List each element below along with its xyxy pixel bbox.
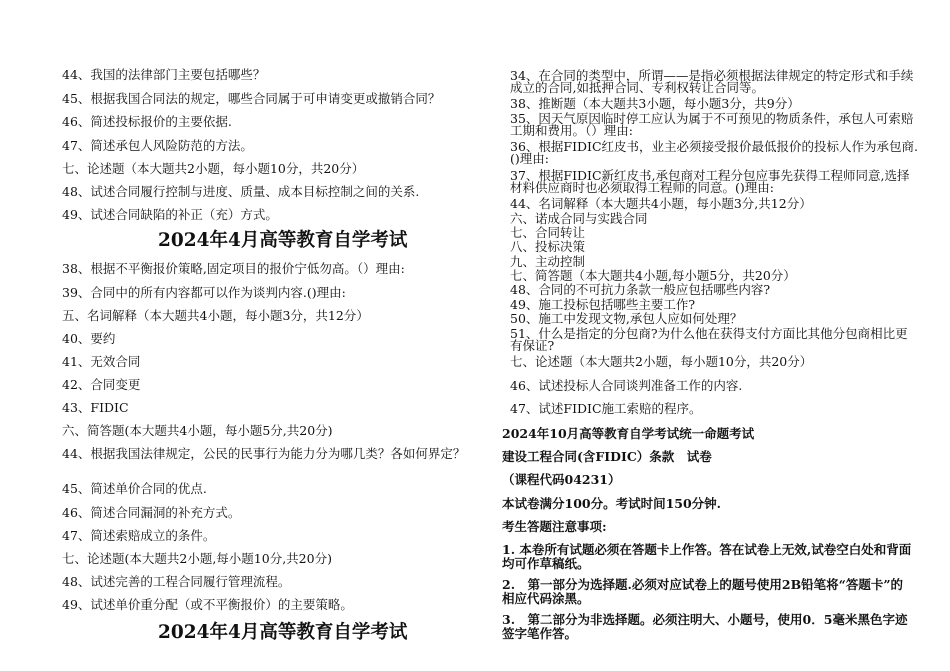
- question-line: 44、我国的法律部门主要包括哪些？: [62, 67, 266, 82]
- score-info: 本试卷满分100分。考试时间150分钟.: [502, 496, 722, 511]
- exam-title: 2024年4月高等教育自学考试: [158, 230, 408, 251]
- question-line: 34、在合同的类型中，所谓——是指必须根据法律规定的特定形式和手续成立的合同,如抵押合同、专利权转让合同等。: [510, 68, 914, 95]
- question-line: 48、合同的不可抗力条款一般应包括哪些内容?: [510, 282, 771, 297]
- section-heading: 七、论述题（本大题共2小题，每小题10分，共20分）: [62, 161, 365, 176]
- question-line: 47、简述承包人风险防范的方法。: [62, 138, 253, 153]
- section-heading: 六、简答题(本大题共4小题，每小题5分,共20分): [62, 423, 333, 438]
- question-line: 36、根据FIDIC红皮书，业主必须接受报价最低报价的投标人作为承包商.()理由:: [510, 139, 919, 166]
- question-line: 48、试述合同履行控制与进度、质量、成本目标控制之间的关系.: [62, 184, 420, 199]
- question-line: 49、试述合同缺陷的补正（充）方式。: [62, 207, 278, 222]
- question-line: 51、什么是指定的分包商?为什么他在获得支付方面比其他分包商相比更有保证?: [510, 326, 908, 353]
- question-line: 37、根据FIDIC新红皮书,承包商对工程分包应事先获得工程师同意,选择材料供应商时也必须取得工程师的同意。()理由:: [510, 168, 910, 195]
- question-line: 45、根据我国合同法的规定，哪些合同属于可申请变更或撤销合同？: [62, 91, 441, 106]
- section-heading: 七、论述题(本大题共2小题,每小题10分,共20分): [62, 551, 332, 566]
- question-line: 八、投标决策: [510, 239, 586, 254]
- notice-item-1: 1. 本卷所有试题必须在答题卡上作答。答在试卷上无效,试卷空白处和背面均可作草稿纸。: [502, 542, 912, 571]
- question-line: 46、简述合同漏洞的补充方式。: [62, 505, 241, 520]
- question-line: 45、简述单价合同的优点.: [62, 481, 207, 496]
- exam-title: 2024年4月高等教育自学考试: [158, 622, 408, 643]
- course-code: （课程代码04231）: [502, 472, 621, 487]
- question-line: 42、合同变更: [62, 377, 141, 392]
- subject-title: 建设工程合同(含FIDIC）条款 试卷: [502, 449, 712, 464]
- notice-heading: 考生答题注意事项:: [502, 519, 607, 534]
- exam-header: 2024年10月高等教育自学考试统一命题考试: [502, 426, 755, 441]
- question-line: 46、简述投标报价的主要依据.: [62, 114, 232, 129]
- section-heading: 44、名词解释（本大题共4小题，每小题3分,共12分）: [510, 196, 812, 211]
- question-line: 七、合同转让: [510, 225, 586, 240]
- question-line: 49、施工投标包括哪些主要工作?: [510, 297, 696, 312]
- section-heading: 七、论述题（本大题共2小题，每小题10分，共20分）: [510, 354, 813, 369]
- question-line: 九、主动控制: [510, 254, 586, 269]
- notice-item-2: 2. 第一部分为选择题.必须对应试卷上的题号使用2B铅笔将“答题卡”的相应代码涂黑。: [502, 577, 904, 606]
- question-line: 39、合同中的所有内容都可以作为谈判内容.()理由:: [62, 285, 346, 300]
- question-line: 46、试述投标人合同谈判准备工作的内容.: [510, 378, 743, 393]
- section-heading: 38、推断题（本大题共3小题，每小题3分，共9分）: [510, 96, 800, 111]
- question-line: 35、因天气原因临时停工应认为属于不可预见的物质条件，承包人可索赔工期和费用。（）理由:: [510, 111, 914, 138]
- question-line: 50、施工中发现文物,承包人应如何处理？: [510, 311, 743, 326]
- question-line: 48、试述完善的工程合同履行管理流程。: [62, 574, 291, 589]
- question-line: 40、要约: [62, 331, 116, 346]
- notice-item-3: 3. 第二部分为非选择题。必须注明大、小题号，使用0．5毫米黑色字迹签字笔作答。: [502, 612, 908, 641]
- section-heading: 七、简答题（本大题共4小题,每小题5分，共20分）: [510, 268, 796, 283]
- question-line: 47、简述索赔成立的条件。: [62, 528, 216, 543]
- section-heading: 五、名词解释（本大题共4小题，每小题3分，共12分）: [62, 308, 369, 323]
- question-line: 41、无效合同: [62, 354, 141, 369]
- question-line: 49、试述单价重分配（或不平衡报价）的主要策略。: [62, 597, 353, 612]
- question-line: 38、根据不平衡报价策略,固定项目的报价宁低勿高。（）理由:: [62, 261, 405, 276]
- question-line: 六、诺成合同与实践合同: [510, 211, 648, 226]
- question-line: 44、根据我国法律规定，公民的民事行为能力分为哪几类？各如何界定？: [62, 446, 466, 461]
- question-line: 47、试述FIDIC施工索赔的程序。: [510, 401, 702, 416]
- question-line: 43、FIDIC: [62, 400, 129, 415]
